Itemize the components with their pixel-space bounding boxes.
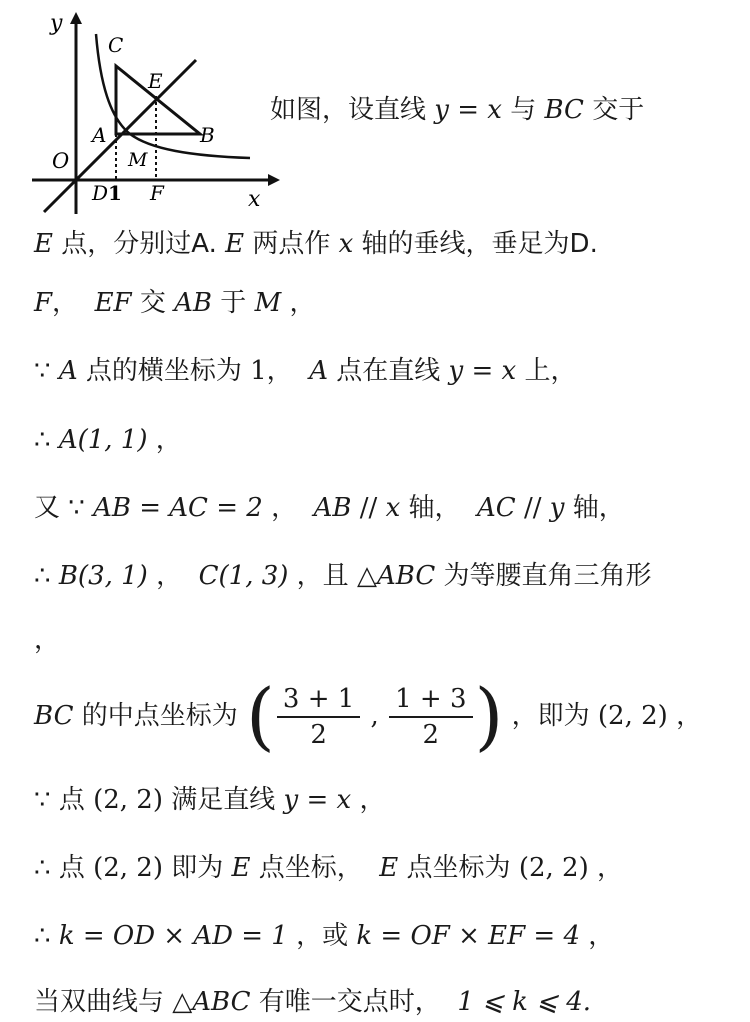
l10-p1: 点: [58, 785, 94, 815]
l2-p1: 点，分别过A.: [52, 229, 226, 259]
l10-p2: 满足直线: [162, 785, 284, 815]
l6-x: x: [385, 493, 401, 523]
l1-p1: 如图，设直线: [270, 95, 435, 125]
l4-p4: 上，: [516, 356, 577, 386]
l7-p2: ，且 △: [288, 561, 377, 591]
l4-equation: y = x: [448, 356, 517, 386]
text-line-6: [34, 488, 740, 528]
l6-p2: ，: [262, 493, 314, 523]
label-a: A: [92, 123, 107, 147]
label-c: C: [108, 33, 124, 57]
l7-point-c: C(1, 3): [198, 561, 289, 591]
l9-denominator-1: 2: [310, 719, 327, 750]
label-d: D: [92, 181, 109, 205]
l6-parallel-2: //: [515, 493, 550, 523]
l12-therefore: ∴: [34, 921, 59, 951]
l7-point-b: B(3, 1): [58, 561, 148, 591]
l7-abc: ABC: [376, 561, 436, 591]
l4-because: ∵: [34, 356, 59, 386]
l1-p3: 交于: [583, 95, 645, 125]
l9-numerator-2: 1 + 3: [389, 682, 472, 718]
l6-p4: 轴，: [564, 493, 625, 523]
text-line-4: [34, 351, 740, 391]
l13-p1: 当双曲线与 △: [34, 987, 193, 1017]
x-axis-arrow: [268, 174, 280, 186]
l10-equation: y = x: [283, 785, 352, 815]
l3-p1: ，: [52, 288, 95, 318]
l12-equation-1: k = OD × AD = 1: [58, 921, 288, 951]
label-one: 1: [108, 181, 122, 205]
l10-p3: ，: [351, 785, 386, 815]
l9-p1: 的中点坐标为: [73, 701, 247, 731]
l6-y: y: [549, 493, 565, 523]
l3-p4: ，: [281, 288, 316, 318]
l11-point: (2, 2): [93, 853, 163, 883]
l9-separator: ,: [362, 701, 388, 731]
text-line-8: [34, 620, 740, 660]
l9-right-paren: ): [474, 673, 504, 760]
l11-point-2: (2, 2): [518, 853, 589, 883]
l13-inequality: 1 ⩽ k ⩽ 4.: [457, 987, 592, 1017]
l3-p2: 交: [131, 288, 175, 318]
text-line-2: [34, 224, 740, 264]
l2-p3: 轴的垂线，垂足为D.: [353, 229, 598, 259]
l9-p2: ，即为: [503, 701, 598, 731]
l7-therefore: ∴: [34, 561, 59, 591]
l3-m: M: [254, 288, 282, 318]
l11-p2: 即为: [162, 853, 232, 883]
l10-point: (2, 2): [93, 785, 163, 815]
l4-a: A: [58, 356, 78, 386]
l11-p1: 点: [58, 853, 94, 883]
text-line-10: [34, 780, 740, 820]
text-line-5: [34, 420, 740, 460]
text-line-3: [34, 283, 740, 323]
l9-point: (2, 2): [597, 701, 668, 731]
label-b: B: [200, 123, 215, 147]
l4-p3: 点在直线: [327, 356, 449, 386]
l11-e: E: [231, 853, 251, 883]
label-x: x: [248, 187, 261, 212]
l9-left-paren: (: [246, 673, 275, 760]
l7-p3: 为等腰直角三角形: [435, 561, 652, 591]
l3-ef: EF: [94, 288, 132, 318]
l9-numerator-1: 3 + 1: [277, 682, 360, 718]
text-line-9: [34, 673, 740, 760]
l3-p3: 于: [212, 288, 255, 318]
l6-ab: AB: [313, 493, 352, 523]
l12-p1: ，或: [287, 921, 357, 951]
l9-fraction-1: [277, 682, 360, 752]
l11-therefore: ∴: [34, 853, 59, 883]
l11-p3: 点坐标，: [250, 853, 380, 883]
label-o: O: [52, 149, 70, 173]
coordinate-figure: [30, 8, 280, 218]
l4-one: 1: [250, 356, 267, 386]
l13-p2: 有唯一交点时，: [250, 987, 458, 1017]
l4-p1: 点的横坐标为: [77, 356, 251, 386]
l2-e2: E: [225, 229, 245, 259]
label-f: F: [150, 181, 164, 205]
label-y: y: [50, 11, 63, 36]
text-line-1: [270, 90, 740, 130]
l9-denominator-2: 2: [422, 719, 440, 750]
text-line-11: [34, 848, 740, 888]
l9-fraction-2: [389, 682, 472, 752]
text-line-7: [34, 556, 740, 596]
l4-a2: A: [309, 356, 328, 386]
l12-equation-2: k = OF × EF = 4: [356, 921, 580, 951]
l9-p3: ，: [667, 701, 703, 731]
l12-p2: ，: [580, 921, 615, 951]
l4-p2: ，: [266, 356, 310, 386]
l2-p2: 两点作: [244, 229, 339, 259]
l5-therefore: ∴: [34, 425, 59, 455]
l6-ac: AC: [477, 493, 516, 523]
l7-p1: ，: [147, 561, 199, 591]
l3-ab: AB: [174, 288, 213, 318]
l1-p2: 与: [501, 95, 545, 125]
text-line-13: [34, 982, 740, 1022]
l5-point-a: A(1, 1): [58, 425, 148, 455]
l6-p1: 又 ∵: [34, 493, 94, 523]
l11-p5: ，: [588, 853, 623, 883]
l6-parallel-1: //: [351, 493, 386, 523]
l3-f: F: [34, 288, 53, 318]
l10-because: ∵: [34, 785, 59, 815]
l2-e: E: [34, 229, 53, 259]
l6-p3: 轴，: [400, 493, 478, 523]
text-line-12: [34, 916, 740, 956]
label-e: E: [148, 69, 163, 93]
l5-p1: ，: [147, 425, 182, 455]
l9-bc: BC: [34, 701, 74, 731]
l2-x: x: [338, 229, 354, 259]
l1-bc: BC: [544, 95, 584, 125]
l8-comma: ，: [34, 625, 61, 655]
l13-abc: ABC: [192, 987, 251, 1017]
l6-equation: AB = AC = 2: [93, 493, 263, 523]
l11-e2: E: [379, 853, 399, 883]
label-m: M: [128, 149, 148, 171]
l1-equation: y = x: [434, 95, 502, 125]
l11-p4: 点坐标为: [398, 853, 519, 883]
y-axis-arrow: [70, 12, 82, 24]
